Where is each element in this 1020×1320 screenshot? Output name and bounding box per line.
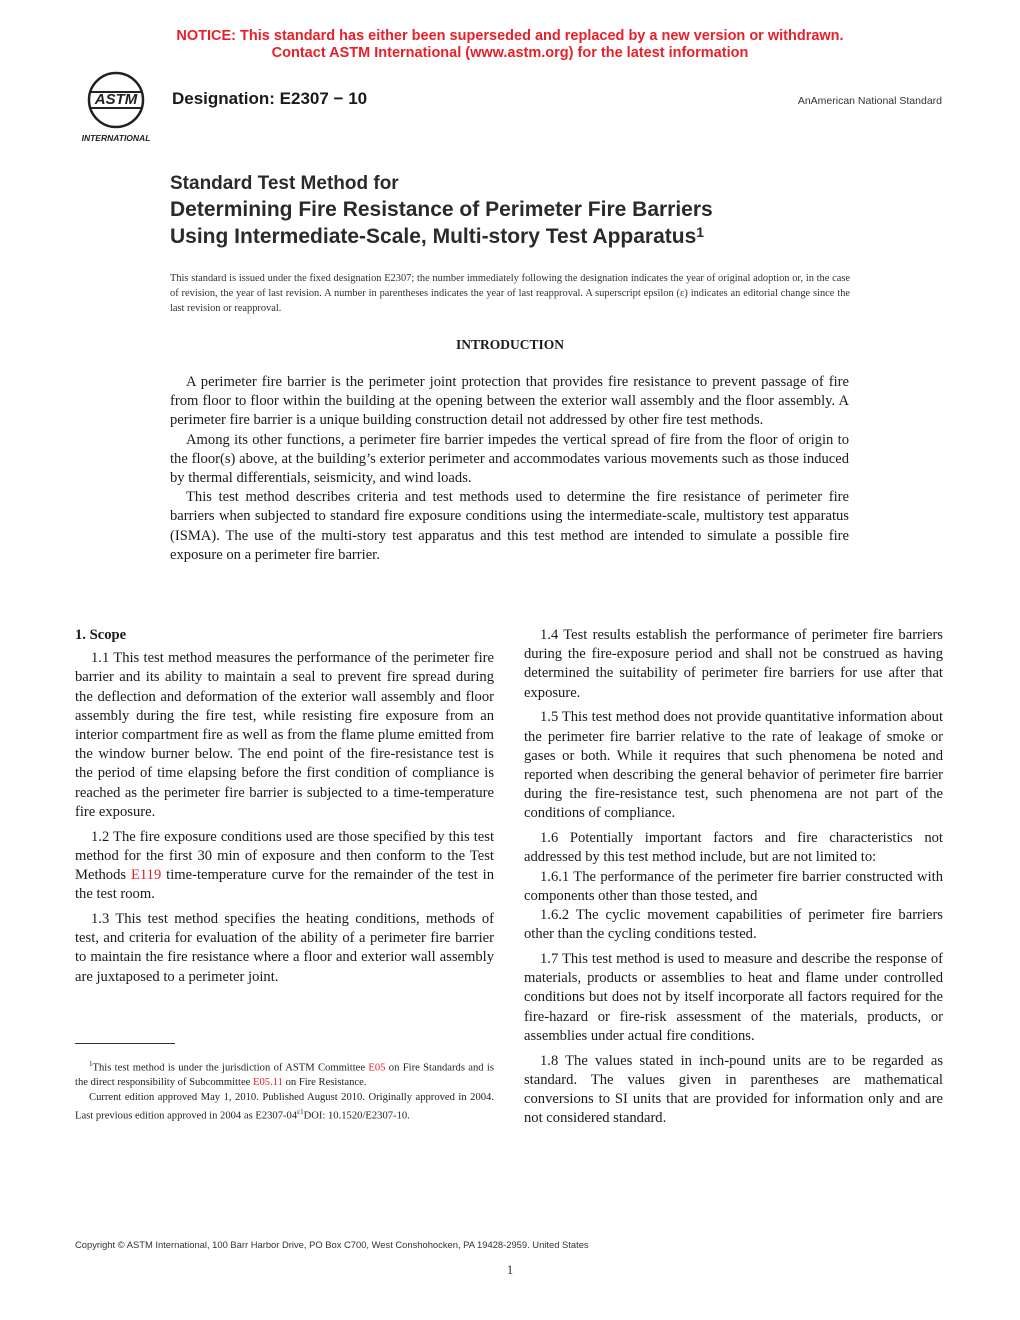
astm-logo	[70, 70, 162, 146]
page-number: 1	[506, 1262, 514, 1277]
section-1-5: 1.5 This test method does not provide quantitative information about the perimeter fire barrier relative to the rate of leakage of smoke or gases or both. While it requires that such phenomena be noted and reported when describing the general behavior of perimeter fire barrier during the fire-resistance test, such phenomena are not part of the conditions of compliance.	[524, 709, 943, 822]
footnote-edition	[75, 1091, 494, 1125]
standard-title	[170, 172, 870, 250]
introduction-heading: INTRODUCTION	[455, 337, 564, 352]
footnote-text-a: This test method is under the jurisdiction of ASTM Committee	[92, 1062, 369, 1074]
footnote-text-c: on Fire Resistance.	[282, 1077, 367, 1089]
withdrawal-notice	[0, 28, 1020, 62]
astm-logo-mark	[90, 91, 142, 108]
title-line-2: Determining Fire Resistance of Perimeter Fire Barriers	[170, 198, 713, 221]
section-1-6-1: 1.6.1 The performance of the perimeter fire barrier constructed with components other than those tested, and	[524, 868, 943, 904]
title-footnote-mark: 1	[696, 224, 705, 240]
right-column	[524, 626, 943, 1134]
title-line-3: Using Intermediate-Scale, Multi-story Test Apparatus	[170, 225, 697, 248]
designation: Designation: E2307 − 10	[172, 89, 368, 108]
introduction-body	[170, 373, 849, 565]
e119-link[interactable]: E119	[131, 867, 162, 884]
intro-paragraph-2: Among its other functions, a perimeter fire barrier impedes the vertical spread of fire from the floor of origin to the floor(s) above, at the building’s exterior perimeter and accommodates various movements such as those induced by thermal differentials, seismicity, and wind loads.	[170, 431, 849, 487]
edition-text-a: Current edition approved May 1, 2010. Published August 2010. Originally approved in 2004. Last previous edition approved in 2004 as E2307-04	[75, 1091, 494, 1122]
edition-text-b: DOI: 10.1520/E2307-10.	[303, 1110, 410, 1122]
title-line-1: Standard Test Method for	[170, 173, 399, 194]
left-column	[75, 626, 494, 992]
footnote-divider	[75, 1043, 175, 1044]
title-line-3-wrap	[170, 223, 870, 250]
scope-heading: 1. Scope	[75, 627, 127, 643]
section-1-4: 1.4 Test results establish the performance of perimeter fire barriers during the fire-exposure period and shall not be construed as having determined the suitability of perimeter fire barriers for use after that exposure.	[524, 627, 943, 701]
footnotes	[75, 1057, 494, 1124]
section-1-2	[75, 828, 494, 905]
footnote-text-b: on Fire Standards and is the direct responsibility of Subcommittee	[75, 1062, 494, 1089]
section-1-6: 1.6 Potentially important factors and fire characteristics not addressed by this test method include, but are not limited to:	[524, 830, 943, 866]
issued-note: This standard is issued under the fixed designation E2307; the number immediately following the designation indicates the year of original adoption or, in the case of revision, the year of last revision. A number in parentheses indicates the year of last reapproval. A superscript epsilon (ε) indicates an editorial change since the last revision or reapproval.	[170, 273, 850, 314]
section-1-2-text-a: 1.2 The fire exposure conditions used are those specified by this test method for the first 30 min of exposure and then conform to the Test Methods	[75, 828, 494, 884]
section-1-1: 1.1 This test method measures the performance of the perimeter fire barrier and its ability to maintain a seal to prevent fire spread during the deflection and deformation of the exterior wall assembly and floor assembly during the fire test, while resisting fire exposure from an interior compartment fire as well as from the flame plume emitted from the window burner below. The end point of the fire-resistance test is the period of time elapsing before the first condition of compliance is reached as the perimeter fire barrier is subjected to a time-temperature fire exposure.	[75, 650, 494, 820]
section-1-7: 1.7 This test method is used to measure and describe the response of materials, products or assemblies to heat and flame under controlled conditions but does not by itself incorporate all factors required for the fire-hazard or fire-risk assessment of the materials, products, or assemblies under actual fire conditions.	[524, 951, 943, 1044]
intro-paragraph-3: This test method describes criteria and test methods used to determine the fire resistance of perimeter fire barriers when subjected to standard fire exposure conditions using the intermediate-scale, multistory test apparatus (ISMA). The use of the multi-story test apparatus and this test method are intended to simulate a possible fire exposure on a perimeter fire barrier.	[170, 489, 849, 563]
e05-link[interactable]: E05	[368, 1062, 386, 1074]
edition-epsilon: ε1	[297, 1108, 304, 1117]
notice-line-1: NOTICE: This standard has either been superseded and replaced by a new version or withdrawn.	[176, 28, 844, 44]
notice-line-2: Contact ASTM International (www.astm.org) for the latest information	[271, 45, 749, 61]
footnote-1	[75, 1057, 494, 1091]
footnote-mark: 1	[89, 1060, 93, 1068]
section-1-2-text-b: time-temperature curve for the remainder of the test in the test room.	[75, 867, 494, 903]
section-1-8: 1.8 The values stated in inch-pound units are to be regarded as standard. The values given in parentheses are mathematical conversions to SI units that are provided for information only and are not considered standard.	[524, 1052, 943, 1127]
logo-subtitle: INTERNATIONAL	[81, 133, 151, 143]
intro-paragraph-1: A perimeter fire barrier is the perimeter joint protection that provides fire resistance to prevent passage of fire from floor to floor within the building at the opening between the exterior wall assembly and the floor assembly. A perimeter fire barrier is a unique building construction detail not addressed by other fire test methods.	[170, 374, 849, 429]
section-1-6-2: 1.6.2 The cyclic movement capabilities of perimeter fire barriers other than the cycling conditions tested.	[524, 907, 943, 943]
national-standard-label: AnAmerican National Standard	[797, 95, 942, 107]
copyright: Copyright © ASTM International, 100 Barr Harbor Drive, PO Box C700, West Conshohocken, PA 19428-2959. United States	[75, 1239, 589, 1250]
e05-11-link[interactable]: E05.11	[253, 1077, 283, 1089]
section-1-3: 1.3 This test method specifies the heating conditions, methods of test, and criteria for evaluation of the ability of a perimeter fire barrier to maintain the fire resistance where a floor and exterior wall assembly are juxtaposed to a perimeter joint.	[75, 911, 494, 985]
logo-letters: ASTM	[94, 91, 138, 108]
